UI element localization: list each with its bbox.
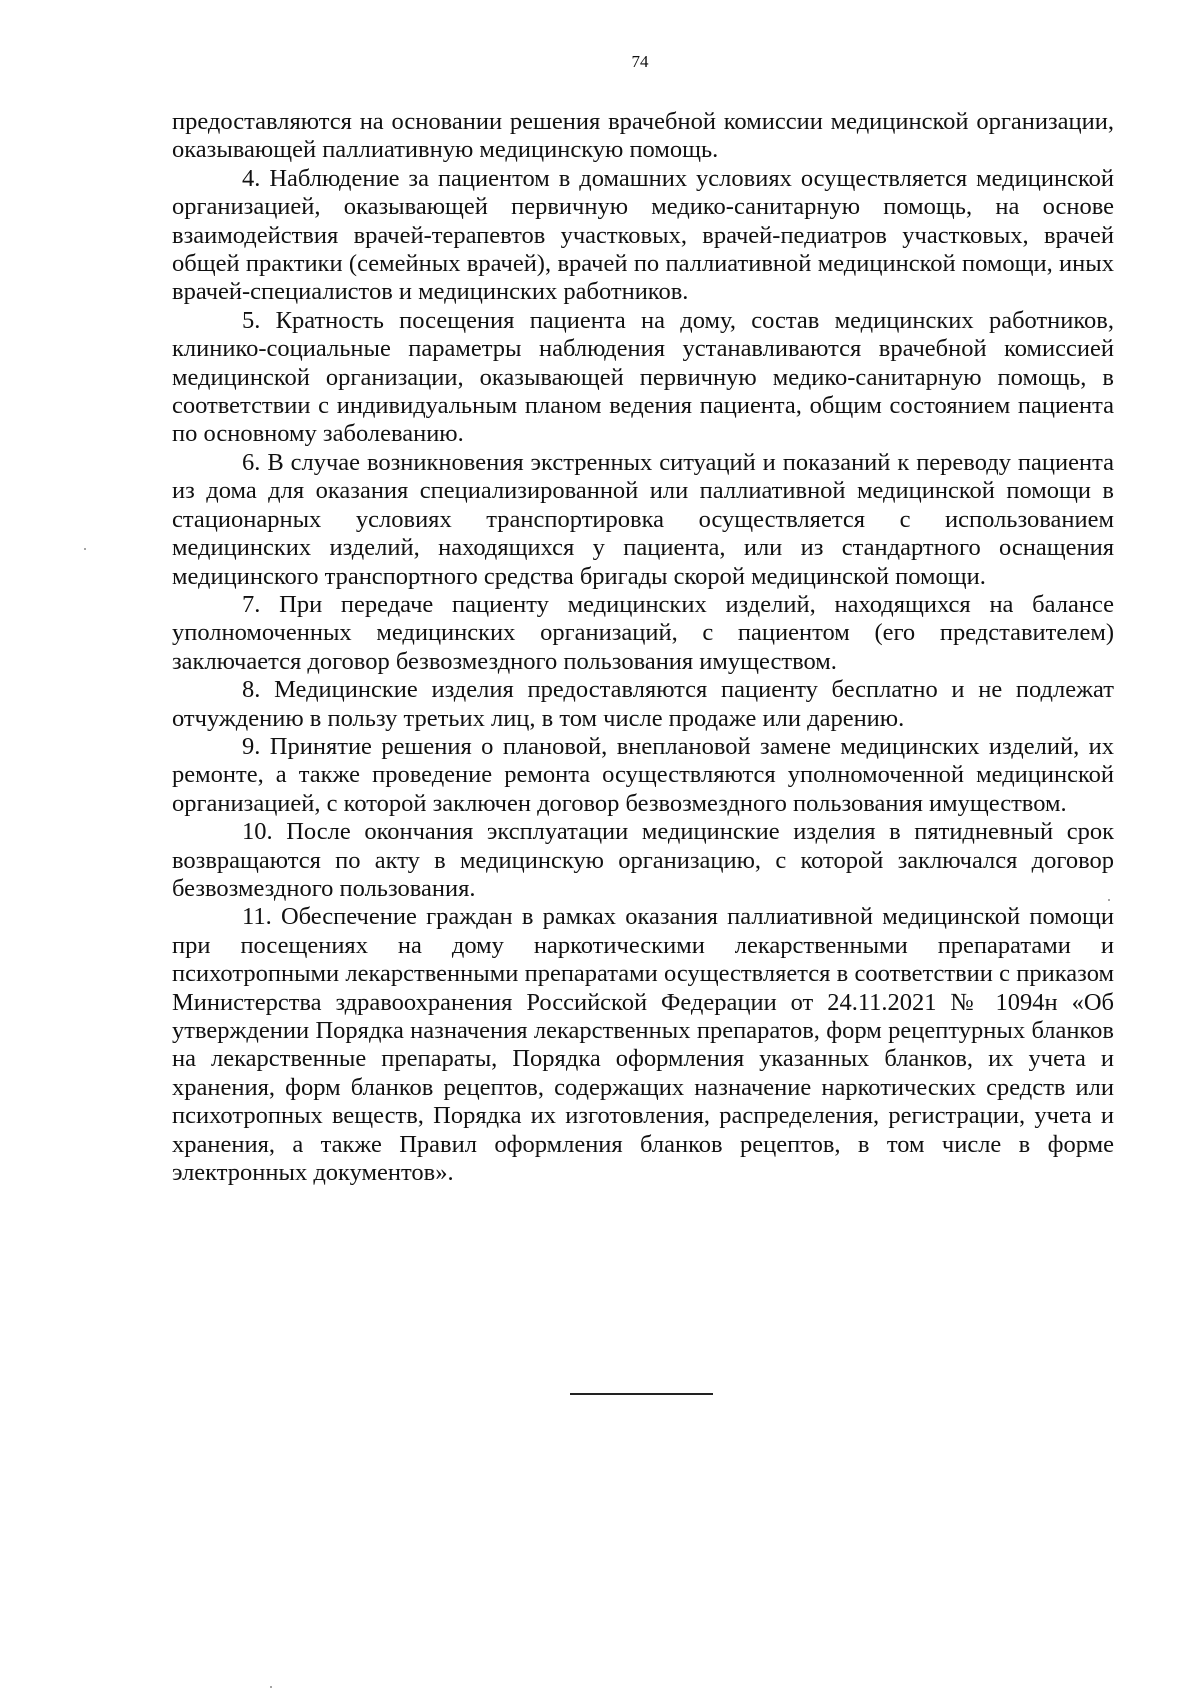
paragraph-11: 11. Обеспечение граждан в рамках оказания паллиативной медицинской помощи при посещениях на дому наркотическими лекарственными препаратами и психотропными лекарственными препаратами осуществляется в соответствии с приказом Министерства здравоохранения Российской Федерации от 24.11.2021 № 1094н «Об утверждении Порядка назначения лекарственных препаратов, форм рецептурных бланков на лекарственные препараты, Порядка оформления указанных бланков, их учета и хранения, форм бланков рецептов, содержащих назначение наркотических средств или психотропных веществ, Порядка их изготовления, распределения, регистрации, учета и хранения, а также Правил оформления бланков рецептов, в том числе в форме электронных документов». bbox=[172, 903, 1114, 1187]
scan-speck bbox=[84, 548, 86, 550]
paragraph-6: 6. В случае возникновения экстренных ситуаций и показаний к переводу пациента из дома для оказания специализированной или паллиативной медицинской помощи в стационарных условиях транспортировка осуществляется с использованием медицинских изделий, находящихся у пациента, или из стандартного оснащения медицинского транспортного средства бригады скорой медицинской помощи. bbox=[172, 448, 1114, 590]
paragraph-5: 5. Кратность посещения пациента на дому, состав медицинских работников, клинико-социальные параметры наблюдения устанавливаются врачебной комиссией медицинской организации, оказывающей первичную медико-санитарную помощь, в соответствии с индивидуальным планом ведения пациента, общим состоянием пациента по основному заболеванию. bbox=[172, 306, 1114, 448]
paragraph-10: 10. После окончания эксплуатации медицинские изделия в пятидневный срок возвращаются по акту в медицинскую организацию, с которой заключался договор безвозмездного пользования. bbox=[172, 818, 1114, 902]
paragraph-8: 8. Медицинские изделия предоставляются пациенту бесплатно и не подлежат отчуждению в пользу третьих лиц, в том числе продаже или дарению. bbox=[172, 676, 1114, 732]
page-number: 74 bbox=[631, 52, 649, 71]
paragraph-7: 7. При передаче пациенту медицинских изделий, находящихся на балансе уполномоченных медицинских организаций, с пациентом (его представителем) заключается договор безвозмездного пользования имуществом. bbox=[172, 590, 1114, 675]
scan-speck bbox=[270, 1686, 272, 1688]
paragraph-9: 9. Принятие решения о плановой, внеплановой замене медицинских изделий, их ремонте, а также проведение ремонта осуществляются уполномоченной медицинской организацией, с которой заключен договор безвозмездного пользования имуществом. bbox=[172, 732, 1114, 817]
scan-speck bbox=[1108, 899, 1110, 901]
end-of-text-rule bbox=[570, 1393, 713, 1395]
document-body bbox=[172, 108, 1114, 1187]
paragraph-continuation: предоставляются на основании решения врачебной комиссии медицинской организации, оказывающей паллиативную медицинскую помощь. bbox=[172, 108, 1114, 164]
paragraph-4: 4. Наблюдение за пациентом в домашних условиях осуществляется медицинской организацией, оказывающей первичную медико-санитарную помощь, на основе взаимодействия врачей-терапевтов участковых, врачей-педиатров участковых, врачей общей практики (семейных врачей), врачей по паллиативной медицинской помощи, иных врачей-специалистов и медицинских работников. bbox=[172, 164, 1114, 306]
